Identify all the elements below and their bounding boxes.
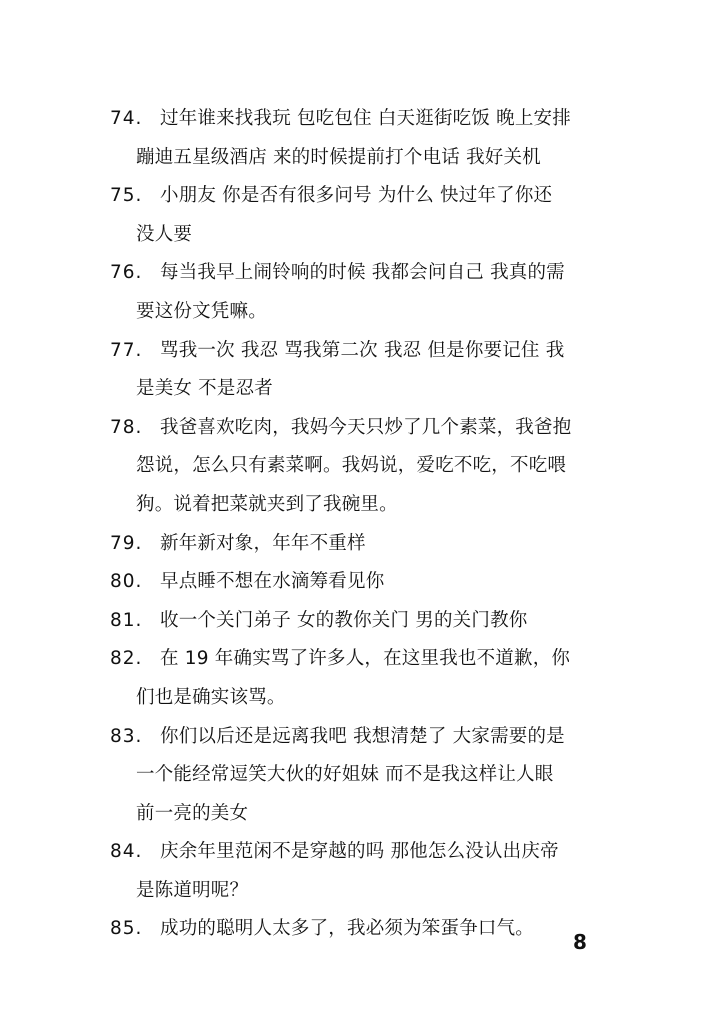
list-item-line	[110, 640, 620, 679]
list-item-line	[110, 602, 620, 641]
list-item-text: 没人要	[136, 223, 193, 245]
list-item-text: 收一个关门弟子 女的教你关门 男的关门教你	[160, 609, 528, 631]
list-item-line	[110, 216, 620, 255]
list-item	[110, 563, 620, 602]
list-item-text: 每当我早上闹铃响的时候 我都会问自己 我真的需	[160, 262, 565, 284]
list-item	[110, 525, 620, 564]
list-item-line	[110, 756, 620, 795]
list-item-text: 怨说，怎么只有素菜啊。我妈说，爱吃不吃，不吃喂	[136, 455, 567, 477]
list-item-number: 74.	[110, 108, 143, 129]
list-item	[110, 718, 620, 834]
list-item-text: 我爸喜欢吃肉，我妈今天只炒了几个素菜，我爸抱	[160, 416, 572, 438]
list-item	[110, 254, 620, 331]
list-item-line	[110, 563, 620, 602]
list-item-number: 83.	[110, 725, 143, 747]
list-item-text: 你们以后还是远离我吧 我想清楚了 大家需要的是	[160, 725, 565, 747]
list-item-text: 新年新对象，年年不重样	[160, 532, 366, 554]
list-item	[110, 177, 620, 254]
list-item-line	[110, 409, 620, 448]
list-item-number: 78.	[110, 416, 143, 438]
list-item-line	[110, 679, 620, 718]
list-item-text: 成功的聪明人太多了，我必须为笨蛋争口气。	[160, 918, 535, 940]
list-item-line	[110, 833, 620, 872]
list-item	[110, 100, 620, 177]
list-item-line	[110, 795, 620, 834]
list-item-text: 们也是确实该骂。	[136, 686, 286, 708]
list-item-text: 小朋友 你是否有很多问号 为什么 快过年了你还	[160, 185, 553, 207]
list-item-number: 84.	[110, 841, 143, 863]
list-item-text: 要这份文凭嘛。	[136, 300, 267, 322]
list-item-text: 在 19 年确实骂了许多人，在这里我也不道歉，你	[160, 648, 571, 670]
list-item-number: 75.	[110, 185, 143, 207]
list-item-line	[110, 370, 620, 409]
list-item-text: 前一亮的美女	[136, 802, 249, 824]
list-item-text: 狗。说着把菜就夹到了我碗里。	[136, 493, 398, 515]
list-item-text: 过年谁来找我玩 包吃包住 白天逛街吃饭 晚上安排	[160, 108, 571, 129]
list-item-line	[110, 486, 620, 525]
list-item-line	[110, 332, 620, 371]
list-item	[110, 409, 620, 525]
list-item-line	[110, 254, 620, 293]
list-item-text: 一个能经常逗笑大伙的好姐妹 而不是我这样让人眼	[136, 764, 554, 786]
list-item	[110, 602, 620, 641]
list-item	[110, 833, 620, 910]
list-item-line	[110, 100, 620, 139]
list-item-text: 蹦迪五星级酒店 来的时候提前打个电话 我好关机	[136, 146, 541, 168]
list-item-line	[110, 447, 620, 486]
list-item-text: 庆余年里范闲不是穿越的吗 那他怎么没认出庆帝	[160, 841, 559, 863]
list-item-text: 是陈道明呢？	[136, 879, 249, 901]
list-item-text: 是美女 不是忍者	[136, 378, 273, 400]
list-item-number: 81.	[110, 609, 143, 631]
list-item-text: 早点睡不想在水滴筹看见你	[160, 571, 385, 593]
list-item-number: 79.	[110, 532, 143, 554]
page-number: 8	[573, 930, 587, 954]
list-item-line	[110, 718, 620, 757]
list-item	[110, 640, 620, 717]
list-item-number: 76.	[110, 262, 143, 284]
list-item-line	[110, 139, 620, 178]
list-item	[110, 910, 620, 949]
joke-list	[110, 100, 620, 949]
list-item-number: 85.	[110, 918, 143, 940]
list-item-number: 77.	[110, 339, 143, 361]
list-item-text: 骂我一次 我忍 骂我第二次 我忍 但是你要记住 我	[160, 339, 565, 361]
list-item-line	[110, 872, 620, 911]
list-item-line	[110, 910, 620, 949]
list-item-number: 82.	[110, 648, 143, 670]
list-item-line	[110, 293, 620, 332]
list-item	[110, 332, 620, 409]
list-item-number: 80.	[110, 571, 143, 593]
list-item-line	[110, 525, 620, 564]
list-item-line	[110, 177, 620, 216]
